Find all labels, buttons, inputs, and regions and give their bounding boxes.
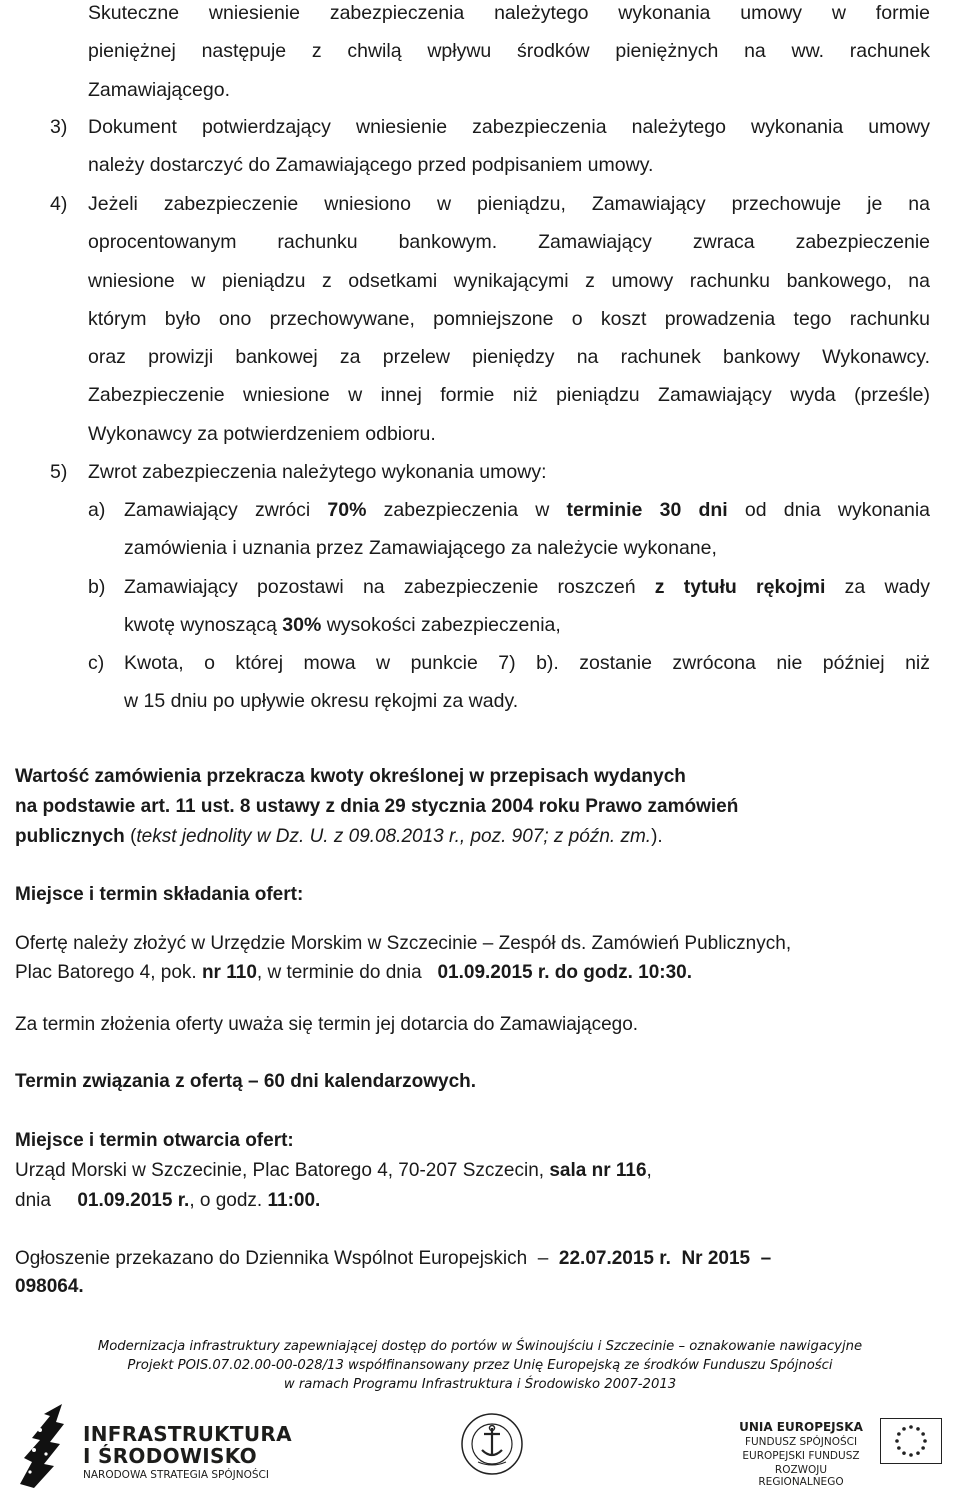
opening-line-1: Urząd Morski w Szczecinie, Plac Batorego 4, 70-207 Szczecin, sala nr 116, bbox=[15, 1160, 652, 1181]
footer-line-3: w ramach Programu Infrastruktura i Środowisko 2007-2013 bbox=[283, 1377, 677, 1392]
eu-logo-line-3: EUROPEJSKI FUNDUSZ bbox=[742, 1450, 860, 1462]
text-line: którym było ono przechowywane, pomniejszone o koszt prowadzenia tego rachunku bbox=[88, 307, 930, 330]
subitem-a bbox=[124, 491, 930, 568]
text-line: oprocentowanym rachunku bankowym. Zamawiający zwraca zabezpieczenie bbox=[88, 231, 930, 254]
footer-line-2: Projekt POIS.07.02.00-00-028/13 współfinansowany przez Unię Europejską ze środków Funduszu Spójności bbox=[127, 1358, 833, 1373]
text-line: pieniężnej następuje z chwilą wpływu środków pieniężnych na ww. rachunek bbox=[88, 40, 930, 63]
item-number: 3) bbox=[50, 116, 68, 138]
binding-period: Termin związania z ofertą – 60 dni kalendarzowych. bbox=[15, 1071, 477, 1092]
infra-logo-line-1: INFRASTRUKTURA bbox=[83, 1422, 292, 1446]
item-number: 5) bbox=[50, 461, 68, 483]
eu-star-icon bbox=[902, 1427, 906, 1431]
subitem-letter: b) bbox=[88, 576, 106, 598]
eu-logo-line-4: ROZWOJU REGIONALNEGO bbox=[758, 1464, 844, 1488]
offers-line-1: Ofertę należy złożyć w Urzędzie Morskim w Szczecinie – Zespół ds. Zamówień Publicznych, bbox=[15, 933, 792, 954]
text-line: Zamawiający zwróci 70% zabezpieczenia w terminie 30 dni od dnia wykonania bbox=[124, 499, 931, 521]
eu-star-icon bbox=[902, 1451, 906, 1455]
eu-star-icon bbox=[923, 1439, 927, 1443]
eu-star-icon bbox=[897, 1432, 901, 1436]
eu-star-icon bbox=[916, 1427, 920, 1431]
item-4-paragraph bbox=[88, 185, 930, 453]
text-line: Dokument potwierdzający wniesienie zabezpieczenia należytego wykonania umowy bbox=[88, 116, 930, 138]
deadline-note: Za termin złożenia oferty uważa się termin jej dotarcia do Zamawiającego. bbox=[15, 1014, 639, 1035]
infra-logo-line-2: I ŚRODOWISKO bbox=[83, 1444, 257, 1468]
text-line: kwotę wynoszącą 30% wysokości zabezpieczenia, bbox=[124, 614, 561, 637]
infrastructure-logo-icon bbox=[10, 1402, 72, 1490]
item-number: 4) bbox=[50, 193, 68, 215]
maritime-office-seal-icon bbox=[460, 1412, 524, 1476]
eu-logo-line-1: UNIA EUROPEJSKA bbox=[739, 1420, 863, 1434]
notice-line-2: 098064. bbox=[15, 1276, 84, 1297]
text-line: należy dostarczyć do Zamawiającego przed podpisaniem umowy. bbox=[88, 154, 654, 177]
eu-star-icon bbox=[916, 1451, 920, 1455]
text-line: Zamawiający pozostawi na zabezpieczenie roszczeń z tytułu rękojmi za wady bbox=[124, 576, 930, 598]
subitem-c bbox=[124, 644, 930, 721]
text-line: Zabezpieczenie wniesione w innej formie niż pieniądzu Zamawiający wyda (prześle) bbox=[88, 384, 930, 407]
subitem-b bbox=[124, 568, 930, 645]
eu-star-icon bbox=[897, 1446, 901, 1450]
subitem-letter: a) bbox=[88, 499, 106, 521]
text-line: wniesione w pieniądzu z odsetkami wynikającymi z umowy rachunku bankowego, na bbox=[88, 269, 930, 292]
text-line: Zamawiającego. bbox=[88, 78, 230, 101]
text-line: Jeżeli zabezpieczenie wniesiono w pieniądzu, Zamawiający przechowuje je na bbox=[88, 193, 930, 215]
value-line-2: na podstawie art. 11 ust. 8 ustawy z dnia 29 stycznia 2004 roku Prawo zamówień bbox=[15, 796, 739, 817]
eu-logo-line-2: FUNDUSZ SPÓJNOŚCI bbox=[744, 1436, 858, 1448]
text-line: Kwota, o której mowa w punkcie 7) b). zostanie zwrócona nie później niż bbox=[124, 652, 930, 674]
value-line-3: publicznych (tekst jednolity w Dz. U. z 09.08.2013 r., poz. 907; z późn. zm.). bbox=[15, 826, 663, 847]
footer-line-1: Modernizacja infrastruktury zapewniającej dostęp do portów w Świnoujściu i Szczecinie – oznakowanie nawigacyjne bbox=[97, 1339, 863, 1354]
notice-line-1: Ogłoszenie przekazano do Dziennika Wspólnot Europejskich – 22.07.2015 r. Nr 2015 – bbox=[15, 1248, 772, 1269]
value-line-1: Wartość zamówienia przekracza kwoty określonej w przepisach wydanych bbox=[15, 766, 686, 787]
eu-star-icon bbox=[909, 1453, 913, 1457]
intro-paragraph bbox=[88, 0, 930, 109]
text-line: w 15 dniu po upływie okresu rękojmi za wady. bbox=[124, 690, 519, 713]
offers-line-2: Plac Batorego 4, pok. nr 110, w terminie do dnia 01.09.2015 r. do godz. 10:30. bbox=[15, 962, 692, 983]
text-line: Skuteczne wniesienie zabezpieczenia należytego wykonania umowy w formie bbox=[88, 2, 930, 24]
subitem-letter: c) bbox=[88, 652, 105, 674]
text-line: oraz prowizji bankowej za przelew pieniędzy na rachunek bankowy Wykonawcy. bbox=[88, 346, 930, 369]
text-line: Wykonawcy za potwierdzeniem odbioru. bbox=[88, 422, 436, 445]
text-line: zamówienia i uznania przez Zamawiającego za należycie wykonane, bbox=[124, 537, 717, 560]
eu-star-icon bbox=[895, 1439, 899, 1443]
item-3-paragraph bbox=[88, 108, 930, 185]
opening-line-2: dnia 01.09.2015 r., o godz. 11:00. bbox=[15, 1190, 321, 1211]
eu-star-icon bbox=[921, 1432, 925, 1436]
eu-star-icon bbox=[921, 1446, 925, 1450]
infra-logo-line-3: NARODOWA STRATEGIA SPÓJNOŚCI bbox=[83, 1469, 269, 1481]
item-5-title: Zwrot zabezpieczenia należytego wykonania umowy: bbox=[88, 461, 547, 483]
opening-heading: Miejsce i termin otwarcia ofert: bbox=[15, 1130, 294, 1151]
offers-heading: Miejsce i termin składania ofert: bbox=[15, 884, 304, 905]
eu-flag-icon bbox=[880, 1418, 942, 1464]
eu-star-icon bbox=[909, 1425, 913, 1429]
